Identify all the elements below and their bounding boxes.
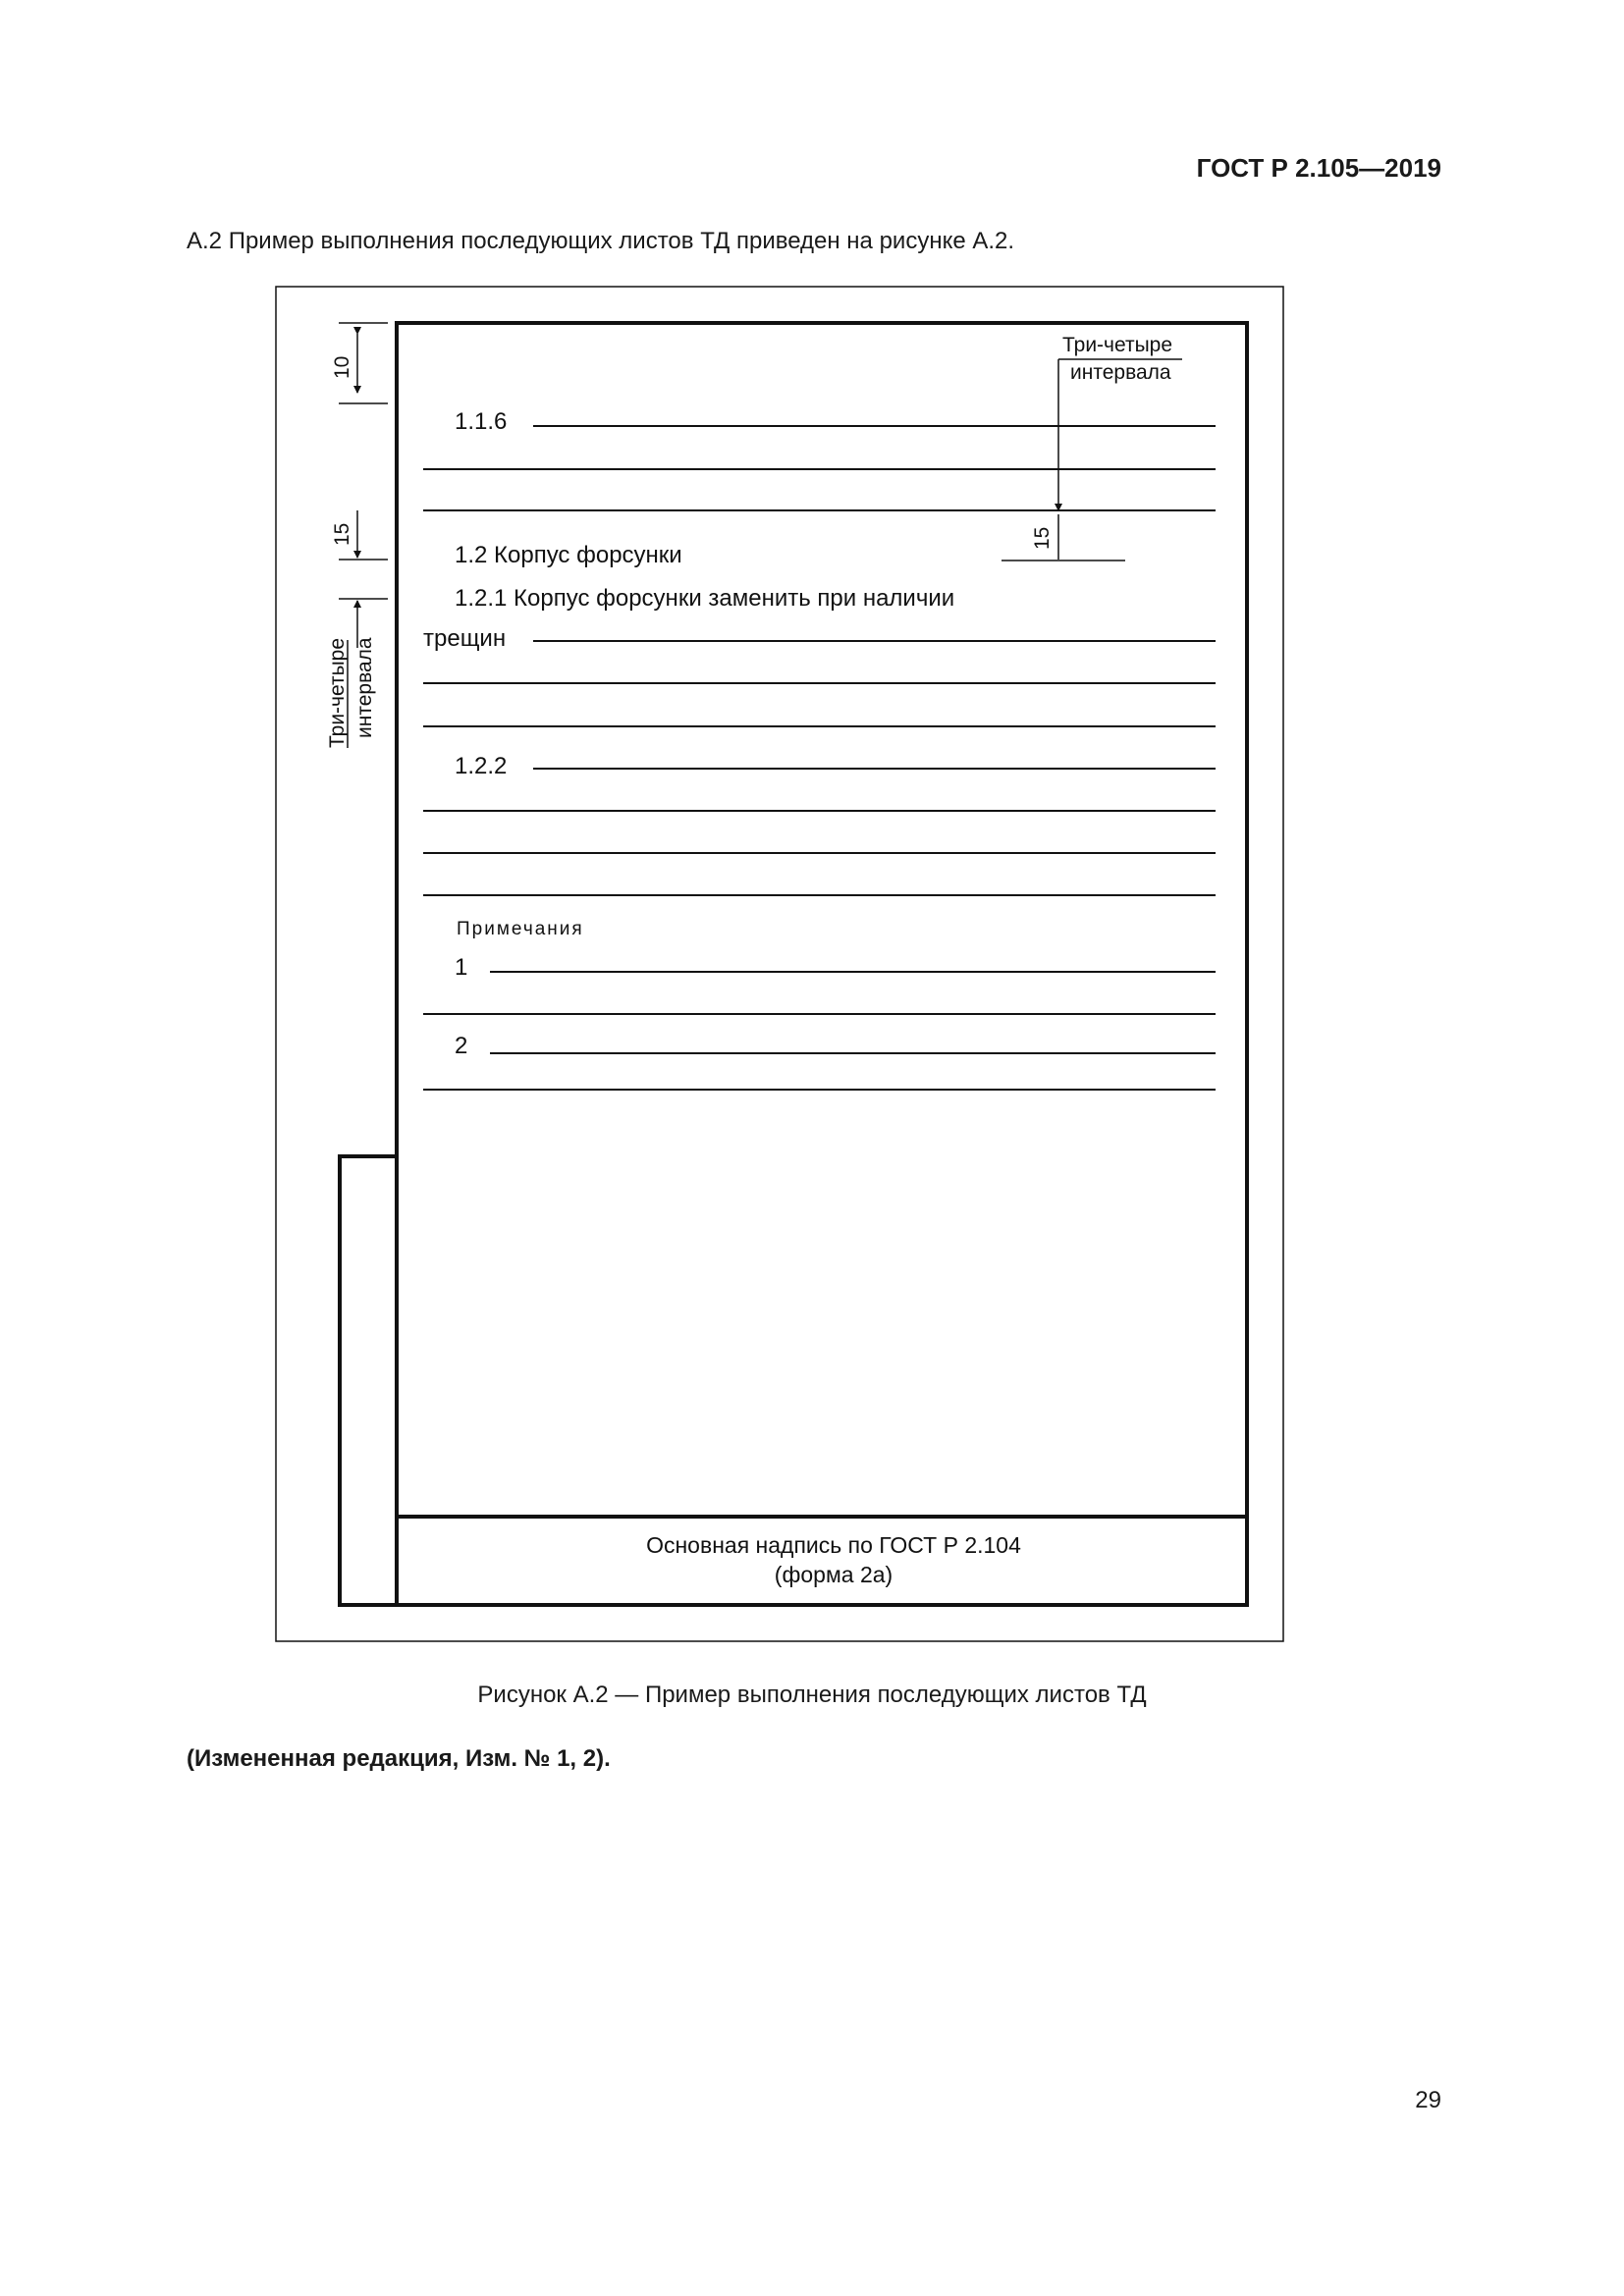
- figure-caption: Рисунок А.2 — Пример выполнения последующих листов ТД: [477, 1682, 1147, 1708]
- heading-1-2: 1.2 Корпус форсунки: [455, 542, 682, 568]
- item-1-1-6: 1.1.6: [455, 408, 508, 435]
- title-block-line2: (форма 2а): [774, 1562, 893, 1587]
- document-header: ГОСТ Р 2.105—2019: [1196, 153, 1441, 183]
- dim-right-label-line2: интервала: [1070, 361, 1171, 384]
- note-1-number: 1: [455, 954, 468, 981]
- note-2-number: 2: [455, 1033, 468, 1059]
- item-1-2-2: 1.2.2: [455, 753, 508, 779]
- title-block-line1: Основная надпись по ГОСТ Р 2.104: [646, 1532, 1021, 1558]
- sheet-frame: [397, 323, 1247, 1605]
- notes-heading: Примечания: [457, 919, 584, 939]
- text-continuation: трещин: [423, 625, 507, 652]
- dim-left-label-line1: Три-четыре: [326, 637, 349, 748]
- dim-15-right-label: 15: [1031, 526, 1054, 550]
- dim-left-label-line2: интервала: [353, 637, 376, 738]
- text-1-2-1: 1.2.1 Корпус форсунки заменить при наличии: [455, 585, 955, 612]
- figure-outer-frame: [276, 287, 1283, 1641]
- dim-15-left-label: 15: [331, 522, 353, 546]
- left-margin-block: [340, 1156, 397, 1605]
- revision-note: (Измененная редакция, Изм. № 1, 2).: [187, 1745, 611, 1772]
- page-number: 29: [1415, 2087, 1441, 2113]
- dim-right-label-line1: Три-четыре: [1062, 334, 1173, 356]
- dim-10-label: 10: [331, 355, 353, 379]
- intro-paragraph: А.2 Пример выполнения последующих листов ТД приведен на рисунке А.2.: [187, 228, 1015, 254]
